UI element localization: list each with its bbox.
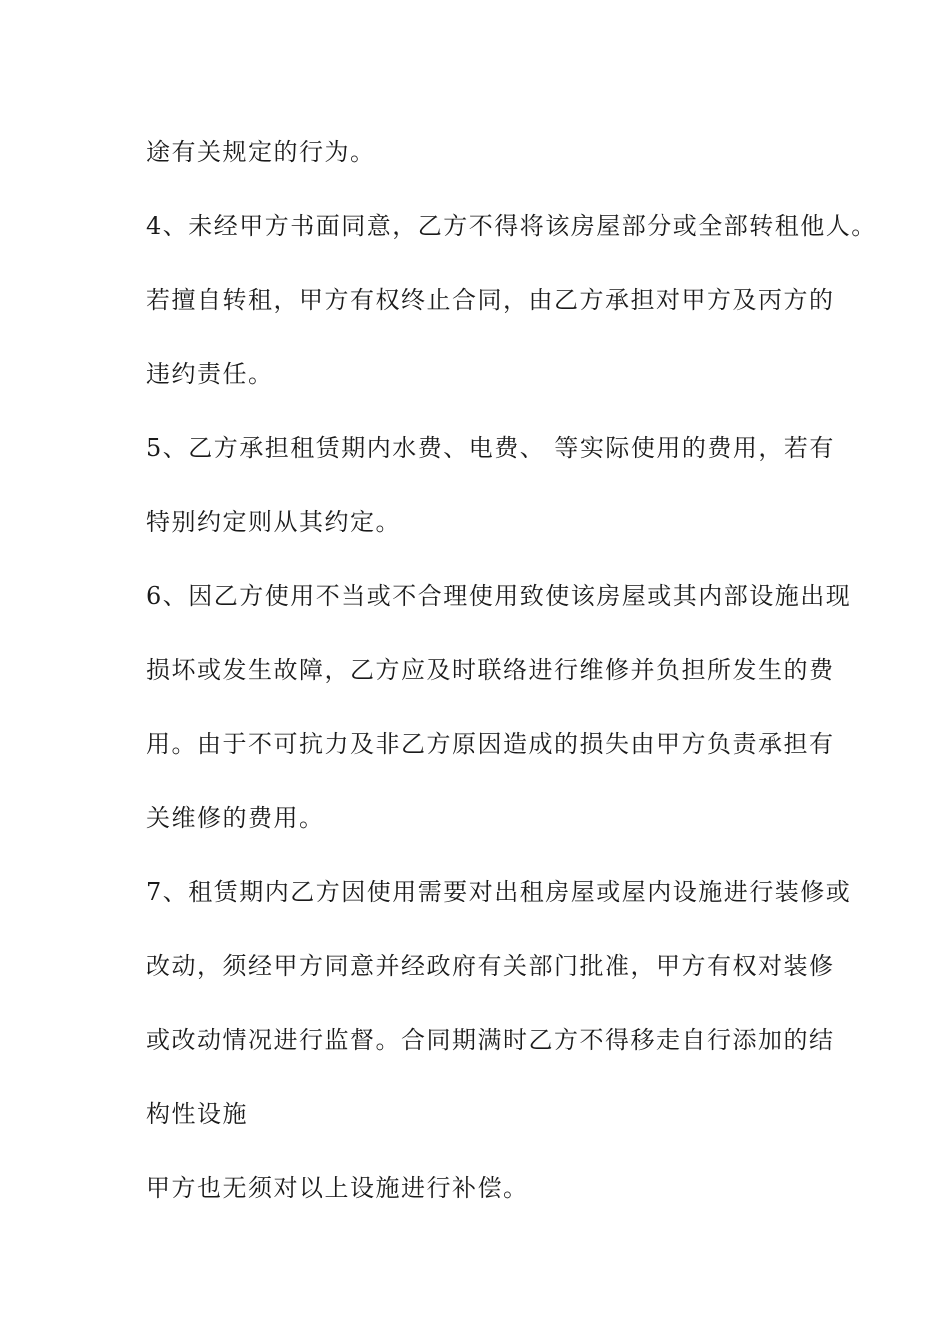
text-line: 途有关规定的行为。 — [146, 138, 376, 166]
text-line: 5、乙方承担租赁期内水费、电费、 等实际使用的费用，若有 — [146, 434, 835, 462]
text-line: 构性设施 — [146, 1100, 248, 1128]
text-line: 甲方也无须对以上设施进行补偿。 — [146, 1174, 529, 1202]
text-line: 7、租赁期内乙方因使用需要对出租房屋或屋内设施进行装修或 — [146, 878, 852, 906]
text-line: 4、未经甲方书面同意，乙方不得将该房屋部分或全部转租他人。 — [146, 212, 877, 240]
text-line: 特别约定则从其约定。 — [146, 508, 401, 536]
text-line: 若擅自转租，甲方有权终止合同，由乙方承担对甲方及丙方的 — [146, 286, 835, 314]
text-line: 违约责任。 — [146, 360, 274, 388]
text-line: 关维修的费用。 — [146, 804, 325, 832]
text-line: 改动，须经甲方同意并经政府有关部门批准，甲方有权对装修 — [146, 952, 835, 980]
text-line: 损坏或发生故障，乙方应及时联络进行维修并负担所发生的费 — [146, 656, 835, 684]
text-line: 6、因乙方使用不当或不合理使用致使该房屋或其内部设施出现 — [146, 582, 852, 610]
text-line: 用。由于不可抗力及非乙方原因造成的损失由甲方负责承担有 — [146, 730, 835, 758]
text-line: 或改动情况进行监督。合同期满时乙方不得移走自行添加的结 — [146, 1026, 835, 1054]
